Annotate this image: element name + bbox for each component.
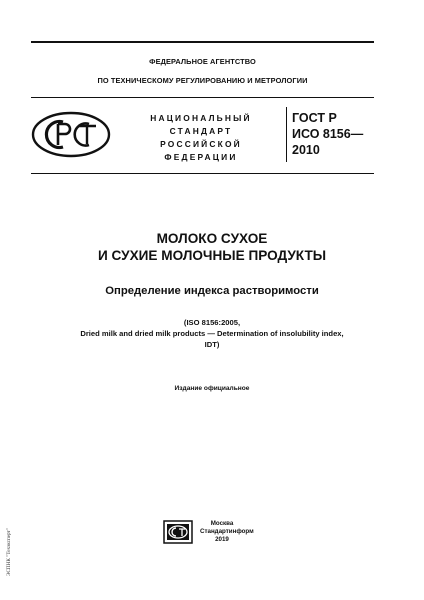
publisher-year: 2019 — [215, 536, 229, 543]
header-rule — [31, 173, 374, 174]
standard-title-line-2: СТАНДАРТ — [169, 126, 233, 136]
standard-title-line-4: ФЕДЕРАЦИИ — [164, 152, 238, 162]
standartinform-logo-icon — [163, 520, 193, 544]
gost-r-emblem-icon — [31, 111, 111, 158]
agency-rule — [31, 97, 374, 98]
publisher-name: Стандартинформ — [200, 528, 254, 535]
standard-title-line-1: НАЦИОНАЛЬНЫЙ — [150, 113, 252, 123]
agency-line-1: ФЕДЕРАЛЬНОЕ АГЕНТСТВО — [149, 57, 256, 66]
side-note: ЭСПНК "Техэксперт" — [6, 528, 12, 576]
standard-number-line-3: 2010 — [292, 143, 320, 157]
top-rule — [31, 41, 374, 43]
document-title-line-1: МОЛОКО СУХОЕ — [156, 231, 268, 246]
edition-label: Издание официальное — [174, 385, 250, 392]
standard-title-line-3: РОССИЙСКОЙ — [160, 139, 242, 149]
iso-reference-line-2: Dried milk and dried milk products — Determination of insolubility index, — [80, 329, 344, 338]
document-title-line-2: И СУХИЕ МОЛОЧНЫЕ ПРОДУКТЫ — [97, 248, 327, 263]
publisher-city: Москва — [210, 520, 234, 527]
iso-reference-line-1: (ISO 8156:2005, — [183, 318, 241, 327]
document-subtitle: Определение индекса растворимости — [105, 285, 319, 297]
standard-number-line-2: ИСО 8156— — [292, 127, 364, 141]
agency-line-2: ПО ТЕХНИЧЕСКОМУ РЕГУЛИРОВАНИЮ И МЕТРОЛОГИИ — [97, 76, 308, 85]
standard-number-line-1: ГОСТ Р — [292, 111, 337, 125]
number-divider — [286, 107, 287, 162]
publisher-block — [200, 520, 254, 544]
iso-reference-line-3: IDT) — [204, 340, 220, 349]
